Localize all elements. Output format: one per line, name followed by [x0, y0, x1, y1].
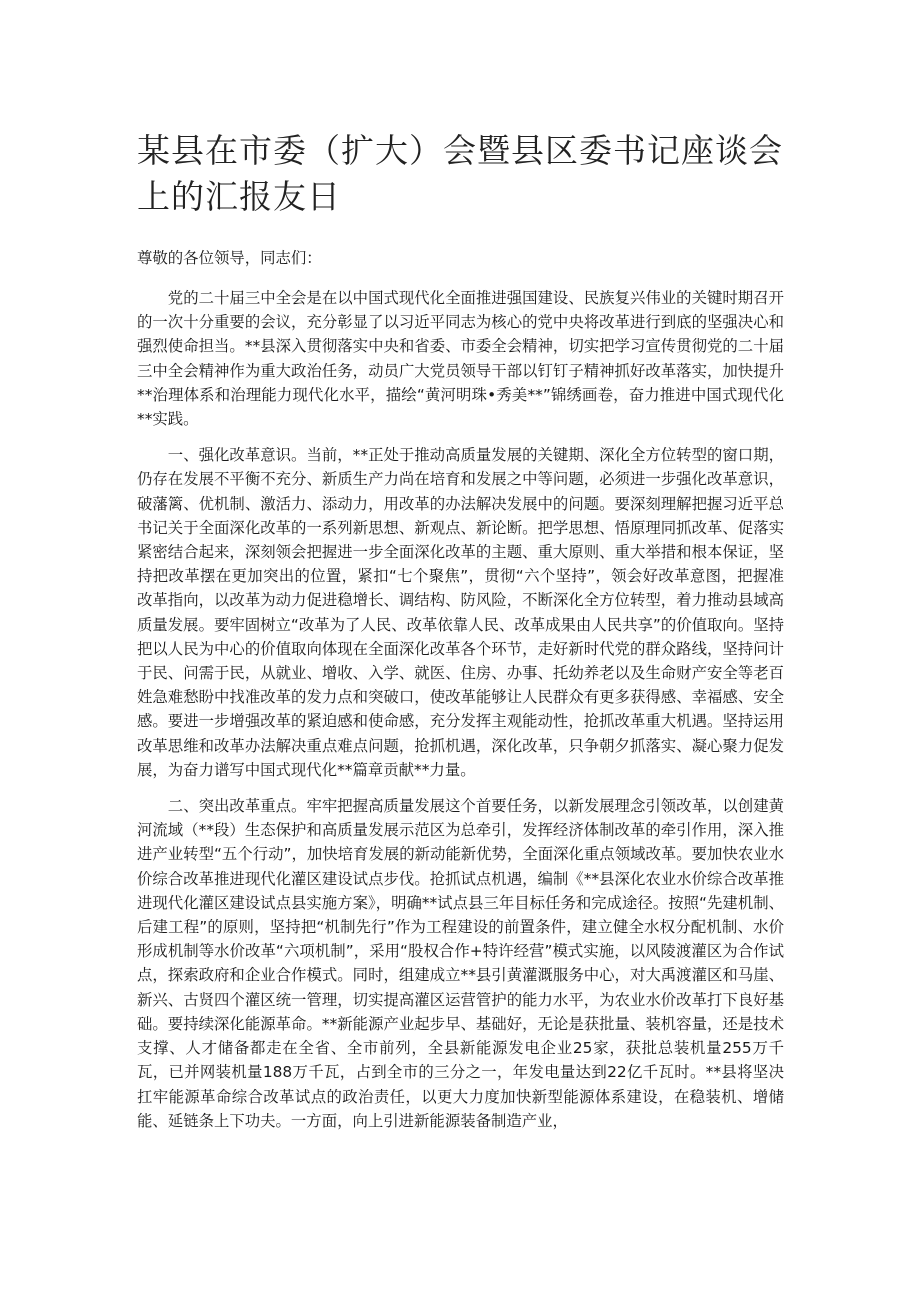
paragraph-intro: 党的二十届三中全会是在以中国式现代化全面推进强国建设、民族复兴伟业的关键时期召开的一次十分重要的会议，充分彰显了以习近平同志为核心的党中央将改革进行到底的坚强决心和强烈使命担当。**县深入贯彻落实中央和省委、市委全会精神，切实把学习宣传贯彻党的二十届三中全会精神作为重大政治任务，动员广大党员领导干部以钉钉子精神抓好改革落实，加快提升**治理体系和治理能力现代化水平，描绘“黄河明珠•秀美**”锦绣画卷，奋力推进中国式现代化**实践。 [137, 289, 784, 429]
paragraph-section-2: 二、突出改革重点。牢牢把握高质量发展这个首要任务，以新发展理念引领改革，以创建黄河流域（**段）生态保护和高质量发展示范区为总牵引，发挥经济体制改革的牵引作用，深入推进产业转型“五个行动”，加快培育发展的新动能新优势，全面深化重点领域改革。要加快农业水价综合改革推进现代化灌区建设试点步伐。抢抓试点机遇，编制《**县深化农业水价综合改革推进现代化灌区建设试点县实施方案》，明确**试点县三年目标任务和完成途径。按照“先建机制、后建工程”的原则，坚持把“机制先行”作为工程建设的前置条件，建立健全水权分配机制、水价形成机制等水价改革“六项机制”，采用“股权合作+特许经营”模式实施，以风陵渡灌区为合作试点，探索政府和企业合作模式。同时，组建成立**县引黄灌溉服务中心，对大禹渡灌区和马崖、新兴、古贤四个灌区统一管理，切实提高灌区运营管护的能力水平，为农业水价改革打下良好基础。要持续深化能源革命。**新能源产业起步早、基础好，无论是获批量、装机容量，还是技术支撑、人才储备都走在全省、全市前列，全县新能源发电企业25家，获批总装机量255万千瓦，已并网装机量188万千瓦，占到全市的三分之一，年发电量达到22亿千瓦时。**县将坚决扛牢能源革命综合改革试点的政治责任，以更大力度加快新型能源体系建设，在稳装机、增储能、延链条上下功夫。一方面，向上引进新能源装备制造产业， [137, 797, 784, 1130]
salutation: 尊敬的各位领导，同志们： [137, 249, 322, 267]
paragraph-section-1: 一、强化改革意识。当前，**正处于推动高质量发展的关键期、深化全方位转型的窗口期，仍存在发展不平衡不充分、新质生产力尚在培育和发展之中等问题，必须进一步强化改革意识，破藩篱、优机制、激活力、添动力，用改革的办法解决发展中的问题。要深刻理解把握习近平总书记关于全面深化改革的一系列新思想、新观点、新论断。把学思想、悟原理同抓改革、促落实紧密结合起来，深刻领会把握进一步全面深化改革的主题、重大原则、重大举措和根本保证，坚持把改革摆在更加突出的位置，紧扣“七个聚焦”，贯彻“六个坚持”，领会好改革意图，把握准改革指向，以改革为动力促进稳增长、调结构、防风险，不断深化全方位转型，着力推动县域高质量发展。要牢固树立“改革为了人民、改革依靠人民、改革成果由人民共享”的价值取向。坚持把以人民为中心的价值取向体现在全面深化改革各个环节，走好新时代党的群众路线，坚持问计于民、问需于民，从就业、增收、入学、就医、住房、办事、托幼养老以及生命财产安全等老百姓急难愁盼中找准改革的发力点和突破口，使改革能够让人民群众有更多获得感、幸福感、安全感。要进一步增强改革的紧迫感和使命感，充分发挥主观能动性，抢抓改革重大机遇。坚持运用改革思维和改革办法解决重点难点问题，抢抓机遇，深化改革，只争朝夕抓落实、凝心聚力促发展，为奋力谱写中国式现代化**篇章贡献**力量。 [137, 446, 784, 779]
document-title: 某县在市委（扩大）会暨县区委书记座谈会上的汇报友日 [137, 131, 783, 216]
